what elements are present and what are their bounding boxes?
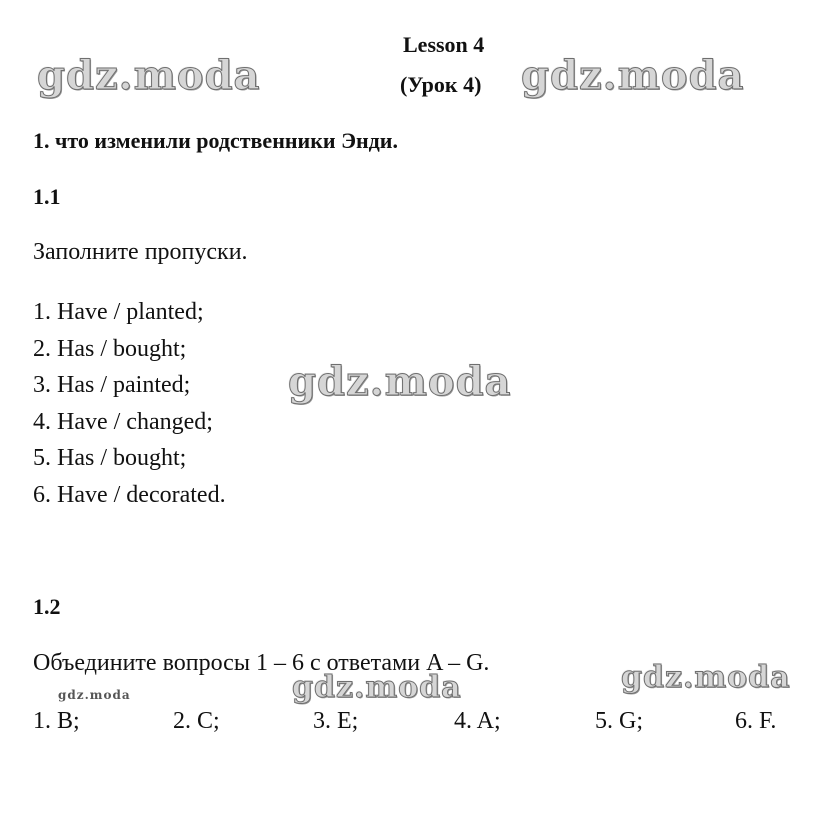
watermark-top-right: gdz.moda	[521, 52, 745, 99]
match-item: 5. G;	[595, 708, 643, 734]
match-item: 6. F.	[735, 708, 777, 734]
subsection-1-2-number: 1.2	[33, 594, 61, 619]
list-item: 2. Has / bought;	[33, 335, 187, 362]
match-item: 3. E;	[313, 708, 359, 734]
watermark-bottom-center: gdz.moda	[292, 670, 462, 705]
answers-list	[33, 294, 226, 514]
subsection-1-1-number: 1.1	[33, 184, 61, 209]
list-item: 5. Has / bought;	[33, 445, 187, 472]
list-item: 6. Have / decorated.	[33, 481, 226, 508]
watermark-center: gdz.moda	[288, 358, 512, 405]
lesson-title: Lesson 4	[403, 32, 485, 57]
match-item: 2. C;	[173, 708, 220, 734]
watermark-bottom-right: gdz.moda	[621, 660, 791, 695]
list-item: 3. Has / painted;	[33, 372, 191, 399]
list-item: 4. Have / changed;	[33, 408, 213, 435]
subsection-1-2-instruction: Объедините вопросы 1 – 6 с ответами A – G.	[33, 650, 490, 676]
lesson-subtitle: (Урок 4)	[400, 72, 482, 97]
watermark-top-left: gdz.moda	[37, 52, 261, 99]
subsection-1-1-instruction: Заполните пропуски.	[33, 239, 248, 265]
match-item: 4. A;	[454, 708, 501, 734]
section-heading: 1. что изменили родственники Энди.	[33, 128, 398, 153]
match-item: 1. B;	[33, 708, 80, 734]
list-item: 1. Have / planted;	[33, 299, 204, 325]
watermark-small: gdz.moda	[58, 688, 131, 702]
